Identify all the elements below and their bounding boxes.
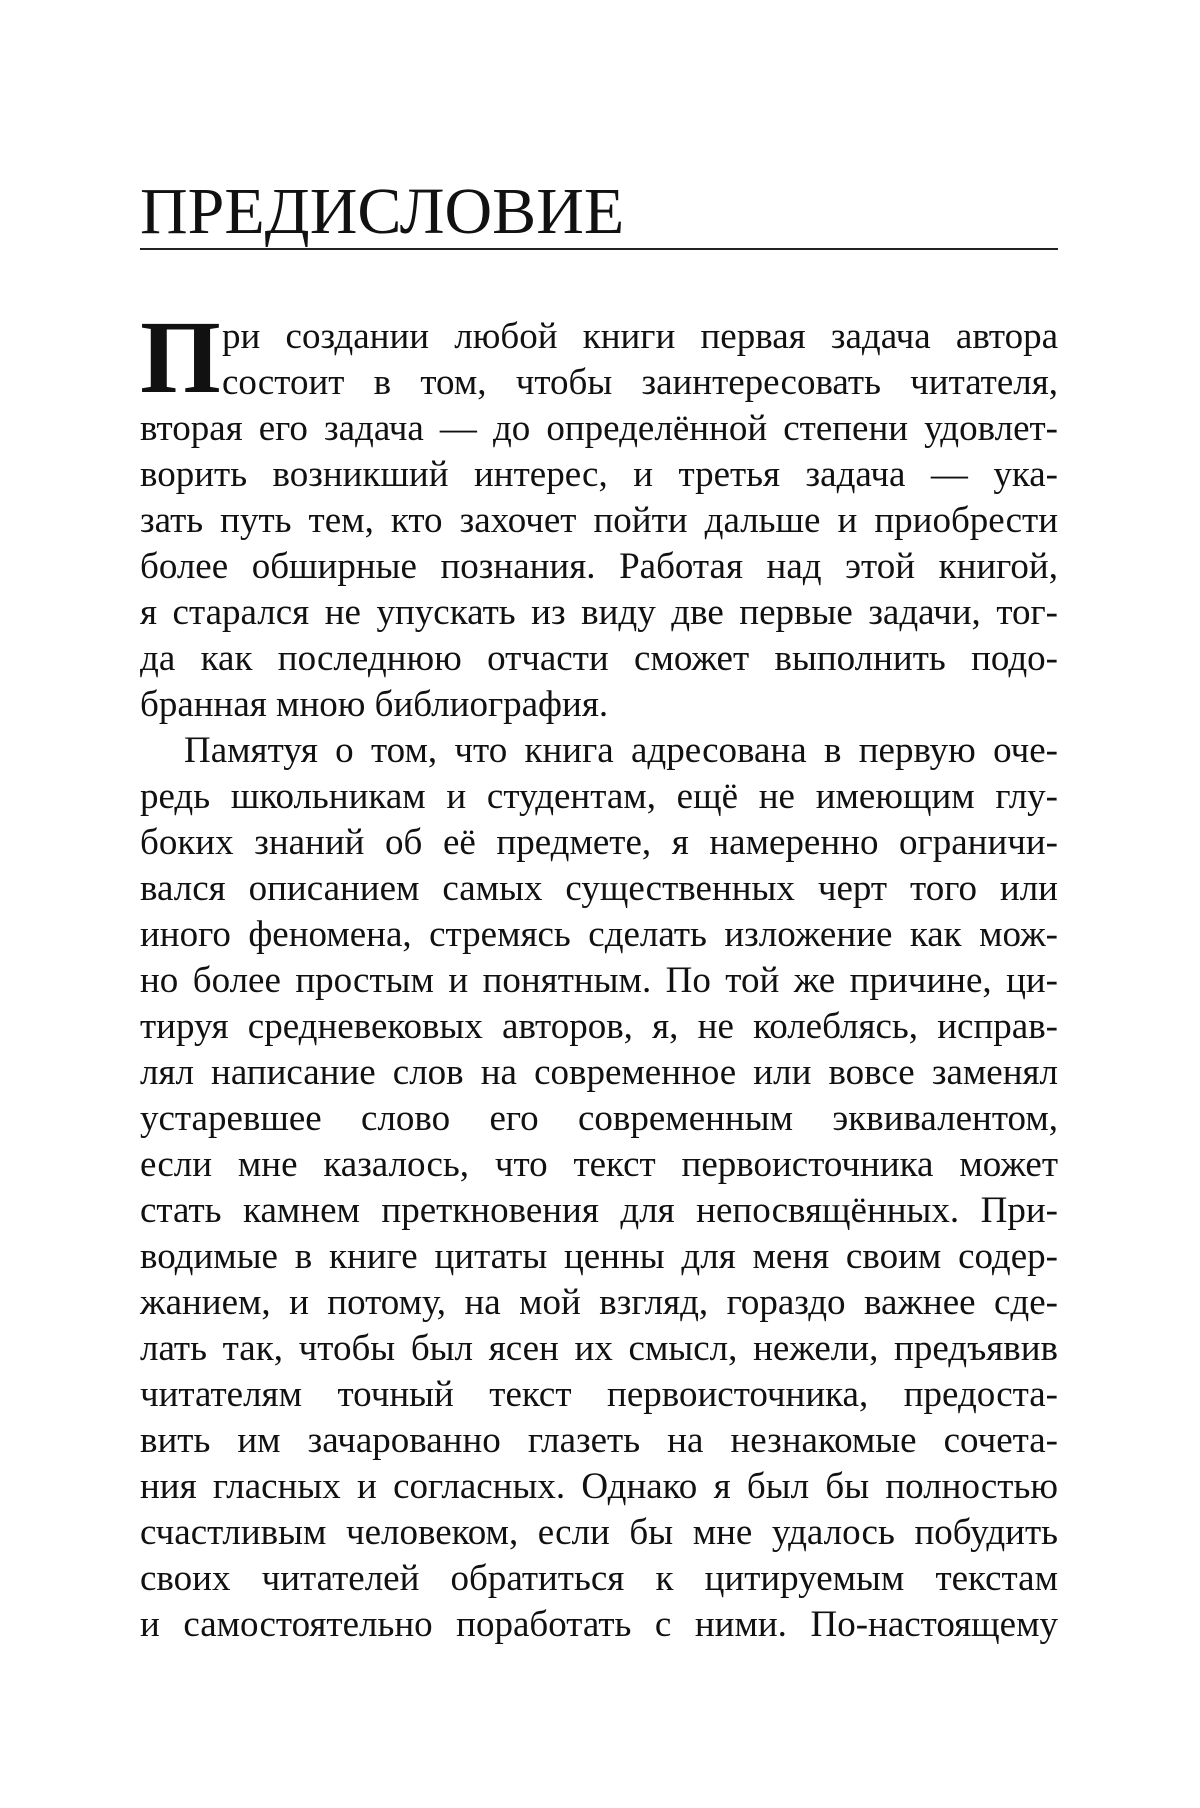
- text-line: состоит в том, чтобы заинтересовать читателя,: [222, 362, 1058, 403]
- text-line: стать камнем преткновения для непосвящённых. При-: [140, 1190, 1058, 1231]
- text-line: боких знаний об её предмете, я намеренно ограничи-: [140, 822, 1058, 863]
- text-line: я старался не упускать из виду две первые задачи, тог-: [140, 592, 1058, 633]
- text-line: ри создании любой книги первая задача автора: [222, 316, 1058, 357]
- text-line: и самостоятельно поработать с ними. По-настоящему: [140, 1604, 1058, 1645]
- chapter-heading: ПРЕДИСЛОВИЕ: [140, 175, 625, 248]
- text-line: вторая его задача — до определённой степени удовлет-: [140, 408, 1058, 449]
- text-line: зать путь тем, кто захочет пойти дальше и приобрести: [140, 500, 1058, 541]
- text-line: более обширные познания. Работая над этой книгой,: [140, 546, 1058, 587]
- text-line: ния гласных и согласных. Однако я был бы полностью: [140, 1466, 1058, 1507]
- text-line: ворить возникший интерес, и третья задача — ука-: [140, 454, 1058, 495]
- body-text: [140, 314, 1058, 1648]
- text-line: вить им зачарованно глазеть на незнакомые сочета-: [140, 1420, 1058, 1461]
- text-line: лял написание слов на современное или вовсе заменял: [140, 1052, 1058, 1093]
- text-line: если мне казалось, что текст первоисточника может: [140, 1144, 1058, 1185]
- text-line: вался описанием самых существенных черт того или: [140, 868, 1058, 909]
- text-line: тируя средневековых авторов, я, не колеблясь, исправ-: [140, 1006, 1058, 1047]
- text-line: иного феномена, стремясь сделать изложение как мож-: [140, 914, 1058, 955]
- heading-rule: [140, 248, 1058, 250]
- text-line: да как последнюю отчасти сможет выполнить подо-: [140, 638, 1058, 679]
- text-line: своих читателей обратиться к цитируемым текстам: [140, 1558, 1058, 1599]
- drop-cap: П: [140, 300, 221, 415]
- text-line: Памятуя о том, что книга адресована в первую оче-: [184, 730, 1058, 771]
- text-line: лать так, чтобы был ясен их смысл, нежели, предъявив: [140, 1328, 1058, 1369]
- text-line: бранная мною библиография.: [140, 684, 609, 725]
- text-line: читателям точный текст первоисточника, предоста-: [140, 1374, 1058, 1415]
- text-line: счастливым человеком, если бы мне удалось побудить: [140, 1512, 1058, 1553]
- text-line: редь школьникам и студентам, ещё не имеющим глу-: [140, 776, 1058, 817]
- text-line: жанием, и потому, на мой взгляд, гораздо важнее сде-: [140, 1282, 1058, 1323]
- text-line: водимые в книге цитаты ценны для меня своим содер-: [140, 1236, 1058, 1277]
- text-line: но более простым и понятным. По той же причине, ци-: [140, 960, 1058, 1001]
- text-line: устаревшее слово его современным эквивалентом,: [140, 1098, 1058, 1139]
